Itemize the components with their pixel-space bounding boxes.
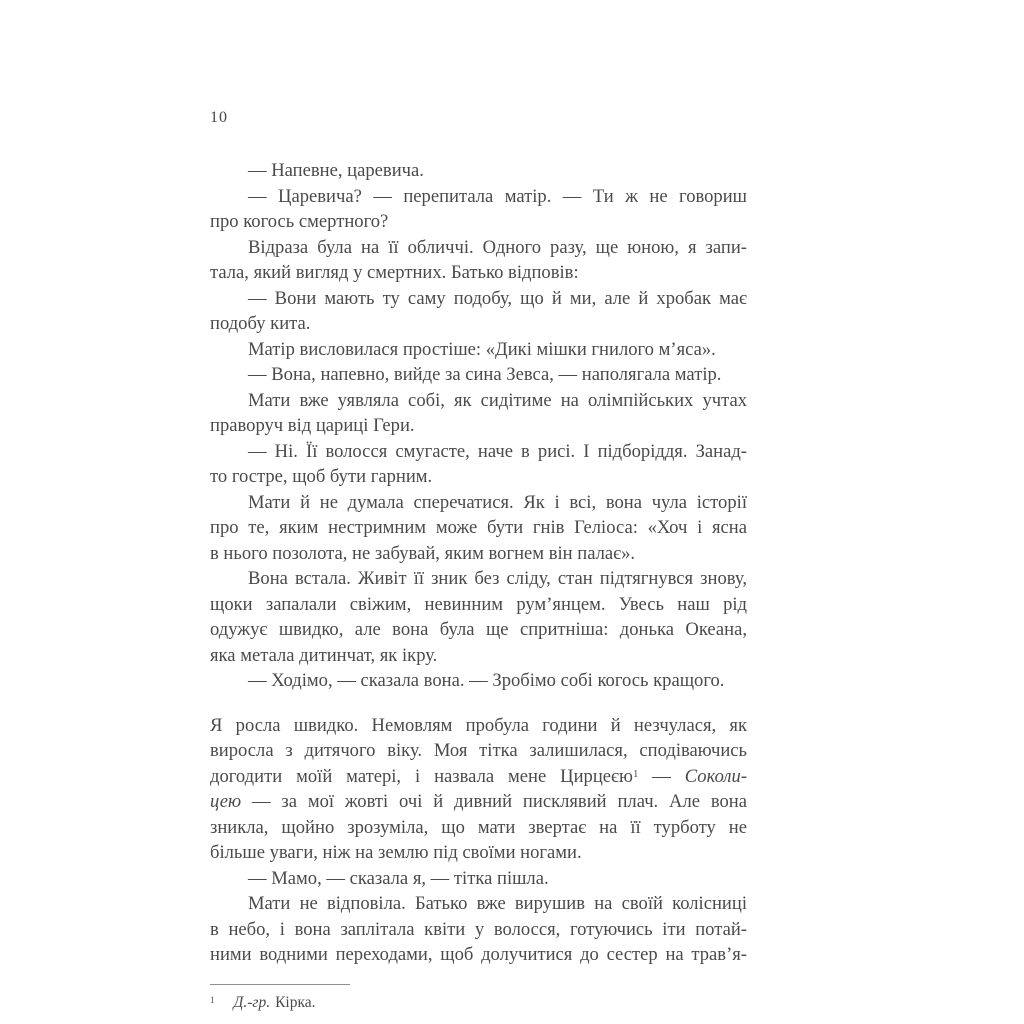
text-line: Відраза була на її обличчі. Одного разу, ще юною, я запи- (248, 236, 747, 258)
text-line: — Ходімо, — сказала вона. — Зробімо собі когось кращого. (248, 670, 725, 691)
page-number: 10 (210, 109, 228, 126)
paragraph (210, 158, 747, 184)
text-line: — Царевича? — перепитала матір. — Ти ж не говориш (248, 185, 747, 207)
text-line: яка метала дитинчат, як ікру. (210, 644, 438, 666)
text-section (210, 158, 747, 694)
text-line: зникла, щойно зрозуміла, що мати звертає на її турботу не (210, 816, 747, 838)
paragraph (210, 235, 747, 286)
footnote-abbreviation: Д.-гр. (233, 994, 271, 1011)
paragraph (210, 891, 747, 968)
footnote (210, 993, 747, 1013)
text-line: Мати вже уявляла собі, як сидітиме на олімпійських учтах (248, 389, 747, 411)
text-line: про когось смертного? (210, 211, 389, 232)
text-line: щоки запалали свіжим, невинним рум’янцем. Увесь наш рід (210, 593, 747, 615)
text-line: цею — за мої жовті очі й дивний писклявий плач. Але вона (210, 791, 747, 812)
paragraph (210, 490, 747, 567)
paragraph (210, 668, 747, 694)
text-line: — Вони мають ту саму подобу, що й ми, але й хробак має (248, 287, 747, 309)
footnote-divider (210, 984, 350, 985)
body-text (210, 158, 747, 968)
text-line: — Ні. Її волосся смугасте, наче в рисі. І підборіддя. Занад- (248, 440, 747, 462)
footnote-area (210, 984, 747, 1013)
text-line: Мати не відповіла. Батько вже вирушив на своїй колісниці (248, 893, 747, 914)
text-section (210, 713, 747, 968)
text-line: тала, який вигляд у смертних. Батько відповів: (210, 262, 579, 283)
text-line: то гостре, щоб бути гарним. (210, 466, 433, 487)
text-line: в нього позолота, не забувай, яким вогнем він палає». (210, 542, 636, 564)
text-line: Я росла швидко. Немовлям пробула години й незчулася, як (210, 714, 747, 736)
footnote-text: Кірка. (275, 994, 316, 1011)
text-line: одужує швидко, але вона була ще спритніша: донька Океана, (210, 619, 747, 640)
text-line: Мати й не думала сперечатися. Як і всі, вона чула історії (248, 491, 747, 513)
paragraph (210, 566, 747, 668)
paragraph (210, 866, 747, 892)
paragraph (210, 713, 747, 866)
footnote-reference: 1 (632, 767, 639, 780)
text-line: — Напевне, царевича. (248, 160, 424, 181)
text-line: Матір висловилася простіше: «Дикі мішки гнилого м’яса». (248, 338, 716, 360)
paragraph (210, 337, 747, 363)
text-line: про те, яким нестримним може бути гнів Геліоса: «Хоч і ясна (210, 517, 747, 538)
text-line: — Вона, напевно, вийде за сина Зевса, — наполягала матір. (248, 364, 722, 385)
paragraph (210, 388, 747, 439)
text-line: догодити моїй матері, і назвала мене Цирцеєю$^1$ — Соколи- (210, 765, 748, 787)
paragraph (210, 184, 747, 235)
text-line: ними водними переходами, щоб долучитися до сестер на трав’я- (210, 944, 747, 965)
text-line: виросла з дитячого віку. Моя тітка залишилася, сподіваючись (210, 740, 747, 761)
text-line: праворуч від цариці Гери. (210, 415, 415, 436)
paragraph (210, 286, 747, 337)
text-line: — Мамо, — сказала я, — тітка пішла. (248, 867, 549, 889)
text-line: в небо, і вона заплітала квіти у волосся, готуючись іти потай- (210, 918, 747, 940)
text-line: Вона встала. Живіт її зник без сліду, стан підтягнувся знову, (248, 568, 747, 589)
footnote-marker: 1 (210, 994, 215, 1005)
paragraph (210, 439, 747, 490)
text-line: більше уваги, ніж на землю під своїми ногами. (210, 842, 582, 863)
text-line: подобу кита. (210, 313, 311, 334)
paragraph (210, 362, 747, 388)
